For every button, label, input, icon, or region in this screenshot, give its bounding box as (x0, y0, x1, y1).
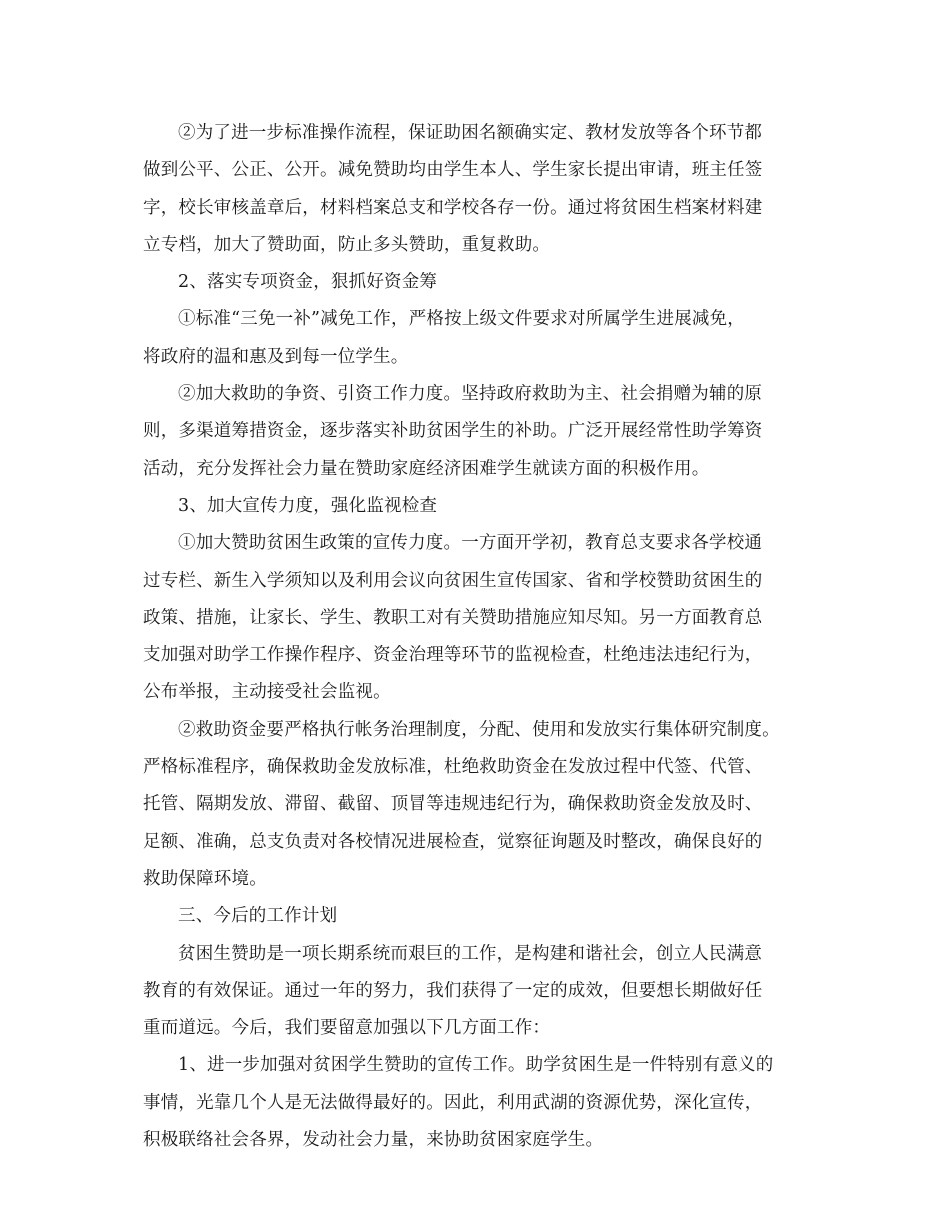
text-line: 严格标准程序，确保救助金发放标准，杜绝救助资金在发放过程中代签、代管、 (143, 757, 763, 778)
text-line: 积极联络社会各界，发动社会力量，来协助贫困家庭学生。 (143, 1130, 604, 1151)
text-line: 1、进一步加强对贫困学生赞助的宣传工作。助学贫困生是一件特别有意义的 (178, 1055, 774, 1076)
text-line: 托管、隔期发放、滞留、截留、顶冒等违规违纪行为，确保救助资金发放及时、 (143, 794, 763, 815)
text-line: ①标准“三免一补”减免工作，严格按上级文件要求对所属学生进展减免， (178, 309, 745, 330)
text-line: 事情，光靠几个人是无法做得最好的。因此，利用武湖的资源优势，深化宣传， (143, 1092, 763, 1113)
text-line: 重而道远。今后，我们要留意加强以下几方面工作： (143, 1018, 551, 1039)
text-line: 贫困生赞助是一项长期系统而艰巨的工作，是构建和谐社会，创立人民满意 (178, 943, 763, 964)
text-line: 政策、措施，让家长、学生、教职工对有关赞助措施应知尽知。另一方面教育总 (143, 607, 763, 628)
text-line: 立专档，加大了赞助面，防止多头赞助，重复救助。 (143, 234, 551, 255)
text-line: 活动，充分发挥社会力量在赞助家庭经济困难学生就读方面的积极作用。 (143, 458, 710, 479)
text-line: 教育的有效保证。通过一年的努力，我们获得了一定的成效，但要想长期做好任 (143, 980, 763, 1001)
text-line: 足额、准确，总支负责对各校情况进展检查，觉察征询题及时整改，确保良好的 (143, 831, 763, 852)
text-line: 支加强对助学工作操作程序、资金治理等环节的监视检查，杜绝违法违纪行为， (143, 645, 763, 666)
section-heading: 2、落实专项资金，狠抓好资金筹 (178, 272, 438, 293)
text-line: 则，多渠道筹措资金，逐步落实补助贫困学生的补助。广泛开展经常性助学筹资 (143, 421, 763, 442)
text-line: 公布举报，主动接受社会监视。 (143, 682, 391, 703)
text-line: 将政府的温和惠及到每一位学生。 (143, 346, 409, 367)
text-line: ②加大救助的争资、引资工作力度。坚持政府救助为主、社会捐赠为辅的原 (178, 384, 763, 405)
text-line: ②为了进一步标准操作流程，保证助困名额确实定、教材发放等各个环节都 (178, 123, 763, 143)
text-line: 过专栏、新生入学须知以及利用会议向贫困生宣传国家、省和学校赞助贫困生的 (143, 570, 763, 591)
text-line: ①加大赞助贫困生政策的宣传力度。一方面开学初，教育总支要求各学校通 (178, 533, 763, 554)
section-heading: 3、加大宣传力度，强化监视检查 (178, 495, 438, 516)
text-line: 救助保障环境。 (143, 868, 267, 889)
text-line: ②救助资金要严格执行帐务治理制度，分配、使用和发放实行集体研究制度。 (178, 719, 780, 740)
section-heading: 三、今后的工作计划 (178, 906, 338, 927)
text-line: 字，校长审核盖章后，材料档案总支和学校各存一份。通过将贫困生档案材料建 (143, 197, 763, 218)
text-line: 做到公平、公正、公开。减免赞助均由学生本人、学生家长提出审请，班主任签 (143, 160, 763, 181)
document-body (143, 115, 808, 1159)
